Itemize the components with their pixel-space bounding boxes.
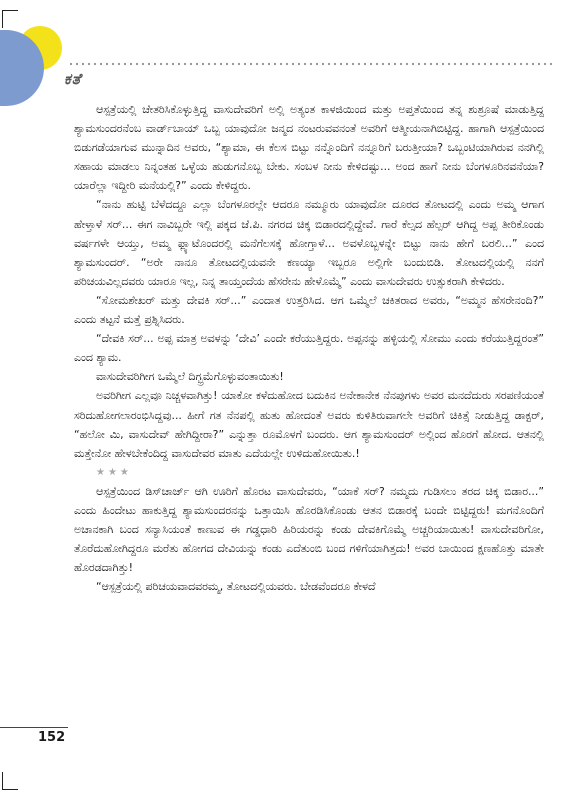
article-body: [74, 100, 544, 740]
page-number: 152: [38, 730, 66, 745]
paragraph: “ಆಸ್ಪತ್ರೆಯಲ್ಲಿ ಪರಿಚಯವಾದವರಮ್ಮ, ತೋಟದಲ್ಲಿಯವರು. ಬೇಡವೆಂದರೂ ಕೇಳದೆ: [96, 580, 376, 594]
paragraph: ಆಸ್ಪತ್ರೆಯಲ್ಲಿ ಚೇತರಿಸಿಕೊಳ್ಳುತ್ತಿದ್ದ ವಾಸುದೇವರಿಗೆ ಅಲ್ಲಿ ಅತ್ಯಂತ ಕಾಳಜಿಯಿಂದ ಮತ್ತು ಅಪ್ತತೆಯಿಂದ ತನ್ನ ಶುಶ್ರೂಷೆ ಮಾಡುತ್ತಿದ್ದ ಶ್ಯಾಮಸುಂದರನೆಂಬ ವಾರ್ಡ್‌ಬಾಯ್ ಒಬ್ಬ ಯಾವುದೋ ಜನ್ಮದ ನಂಟರುವವನಂತೆ ಅವರಿಗೆ ಆತ್ಮೀಯನಾಗಿಬಿಟ್ಟಿದ್ದ. ಹಾಗಾಗಿ ಆಸ್ಪತ್ರೆಯಿಂದ ಬಿಡುಗಡೆಯಾಗುವ ಮುನ್ನಾದಿನ ಅವರು, “ಶ್ಯಾಮಾ, ಈ ಕೆಲಸ ಬಿಟ್ಟು ನನ್ನೊಂದಿಗೆ ನನ್ನೂರಿಗೆ ಬರುತ್ತೀಯಾ? ಒಬ್ಬಂಟಿಯಾಗಿರುವ ನನಗಿಲ್ಲಿ ಸಹಾಯ ಮಾಡಲು ನಿನ್ನಂತಹ ಒಳ್ಳೆಯ ಹುಡುಗನೊಬ್ಬ ಬೇಕು. ಸಂಬಳ ನೀನು ಕೇಳಿದಷ್ಟು... ಅಂದ ಹಾಗೆ ನೀನು ಬೆಂಗಳೂರಿನವನೆಯಾ? ಯಾರೆಲ್ಲಾ ಇದ್ದೀರಿ ಮನೆಯಲ್ಲಿ?” ಎಂದು ಕೇಳಿದ್ದರು.: [74, 103, 544, 193]
paragraph: ಆಸ್ಪತ್ರೆಯಿಂದ ಡಿಸ್‌ಚಾರ್ಜ್ ಆಗಿ ಊರಿಗೆ ಹೊರಟ ವಾಸುದೇವರು, “ಯಾಕೆ ಸರ್? ನಮ್ಮದು ಗುಡಿಸಲು ತರದ ಚಿಕ್ಕ ಬಿಡಾರ...” ಎಂದು ಹಿಂದೇಟು ಹಾಕುತ್ತಿದ್ದ ಶ್ಯಾಮಸುಂದರನನ್ನು ಒತ್ತಾಯಿಸಿ ಹೊರಡಿಸಿಕೊಂಡು ಆತನ ಬಿಡಾರಕ್ಕೆ ಬಂದೇ ಬಿಟ್ಟಿದ್ದರು! ಮಗನೊಂದಿಗೆ ಅಚಾನಕಾಗಿ ಬಂದ ಸನ್ಯಾಸಿಯಂತೆ ಕಾಣುವ ಈ ಗಡ್ಡಧಾರಿ ಹಿರಿಯರನ್ನು ಕಂಡು ದೇವಕಿಗೊಮ್ಮೆ ಅಚ್ಚರಿಯಾಯಿತು! ವಾಸುದೇವರಿಗೋ, ತೊರೆದುಹೋಗಿದ್ದರೂ ಮರೆತು ಹೋಗದ ದೇವಿಯನ್ನು ಕಂಡು ಎದೆತುಂಬಿ ಬಂದ ಗಳಿಗೆಯಾಗಿತ್ತದು! ಅವರ ಬಾಯಿಂದ ಕ್ಷಣಹೊತ್ತು ಮಾತೇ ಹೊರಡದಾಗಿತ್ತು!: [74, 484, 544, 575]
footer-rule: [0, 727, 68, 728]
section-separator: ★★★: [96, 466, 132, 478]
crop-mark: [2, 10, 18, 11]
crop-mark: [2, 789, 18, 790]
paragraph: “ನಾನು ಹುಟ್ಟಿ ಬೆಳೆದದ್ದೂ ಎಲ್ಲಾ ಬೆಂಗಳೂರಲ್ಲೇ ಆದರೂ ನಮ್ಮೂರು ಯಾವುದೋ ದೂರದ ತೋಟದಲ್ಲಿ ಎಂದು ಅಮ್ಮ ಆಗಾಗ ಹೇಳ್ತಾಳೆ ಸರ್... ಈಗ ನಾವಿಬ್ಬರೇ ಇಲ್ಲಿ ಪಕ್ಕದ ಜೆ.ಪಿ. ನಗರದ ಚಿಕ್ಕ ಬಿಡಾರದಲ್ಲಿದ್ದೇವೆ. ಗಾರೆ ಕೆಲ್ಸದ ಹೆಲ್ಪರ್ ಆಗಿದ್ದ ಅಪ್ಪ ತೀರಿಕೊಂಡು ವರ್ಷಗಳೇ ಆಯ್ತು, ಅಮ್ಮ ಫ್ಲ್ಯಾಟೊಂದರಲ್ಲಿ ಮನೆಗೆಲಸಕ್ಕೆ ಹೋಗ್ತಾಳೆ... ಅವಳೊಬ್ಬಳನ್ನೇ ಬಿಟ್ಟು ನಾನು ಹೇಗೆ ಬರಲಿ...” ಎಂದ ಶ್ಯಾಮಸುಂದರ್. “ಅರೇ ನಾನೂ ತೋಟದಲ್ಲಿಯವನೇ ಕಣಯ್ಯಾ ಇಬ್ಬರೂ ಅಲ್ಲಿಗೇ ಬಂದುಬಿಡಿ. ತೋಟದಲ್ಲಿಯಲ್ಲಿ ನನಗೆ ಪರಿಚಯವಿಲ್ಲದವರು ಯಾರೂ ಇಲ್ಲ, ನಿನ್ನ ತಾಯ್ತಂದೆಯ ಹೆಸರೇನು ಹೇಳೊಮ್ಮೆ” ಎಂದು ವಾಸುದೇವರು ಉತ್ಸುಕರಾಗಿ ಕೇಳಿದರು.: [74, 198, 544, 288]
dotted-header-rule: [68, 62, 552, 66]
crop-mark: [2, 772, 3, 790]
paragraph: ಅವರಿಗೀಗ ಎಲ್ಲವೂ ನಿಚ್ಚಳವಾಗಿತ್ತು! ಯಾಕೋ ಕಳೆದುಹೋದ ಬದುಕಿನ ಅನೇಕಾನೇಕ ನೆನಪುಗಳು ಅವರ ಮನದೆದುರು ಸರಪಣಿಯಂತೆ ಸರಿದುಹೋಗಲಾರಂಭಿಸಿದ್ದವು... ಹೀಗೆ ಗತ ನೆನಪಲ್ಲಿ ಹುತು ಹೋದಂತೆ ಅವರು ಕುಳಿತಿರುವಾಗಲೇ ಅವರಿಗೆ ಚಿಕಿತ್ಸೆ ನೀಡುತ್ತಿದ್ದ ಡಾಕ್ಟರ್, “ಹಲೋ ಮಿ, ವಾಸುದೇವ್ ಹೇಗಿದ್ದೀರಾ?” ಎನ್ನುತ್ತಾ ರೂಮೊಳಗೆ ಬಂದರು. ಆಗ ಶ್ಯಾಮಸುಂದರ್ ಅಲ್ಲಿಂದ ಹೊರಗೆ ಹೋದ. ಆತನಲ್ಲಿ ಮತ್ತೇನೋ ಹೇಳಬೇಕೆಂದಿದ್ದ ವಾಸುದೇವರ ಮಾತು ಎದೆಯಲ್ಲೇ ಉಳಿದುಹೋಯಿತು.!: [74, 389, 544, 460]
paragraph: ವಾಸುದೇವರಿಗೀಗ ಒಮ್ಮೆಲೆ ದಿಗ್ಭ್ರಮೆಗೊಳ್ಳುವಂತಾಯಿತು!: [96, 370, 284, 384]
section-title: ಕತೆ: [64, 70, 82, 88]
crop-mark: [2, 10, 3, 28]
paragraph: “ಸೋಮಶೇಖರ್ ಮತ್ತು ದೇವಕಿ ಸರ್...” ಎಂದಾತ ಉತ್ತರಿಸಿದ. ಆಗ ಒಮ್ಮೆಲೆ ಚಕಿತರಾದ ಅವರು, “ಅಮ್ಮನ ಹೆಸರೇನಂದಿ?” ಎಂದು ತಟ್ಟನೆ ಮತ್ತೆ ಪ್ರಶ್ನಿಸಿದರು.: [74, 293, 544, 327]
paragraph: “ದೇವಕಿ ಸರ್... ಅಪ್ಪ ಮಾತ್ರ ಅವಳನ್ನು ‘ದೇವಿ’ ಎಂದೇ ಕರೆಯುತ್ತಿದ್ದರು. ಅಪ್ಪನನ್ನು ಹಳ್ಳಿಯಲ್ಲಿ ಸೋಮು ಎಂದು ಕರೆಯುತ್ತಿದ್ದರಂತೆ” ಎಂದ ಶ್ಯಾಮ.: [74, 332, 544, 365]
